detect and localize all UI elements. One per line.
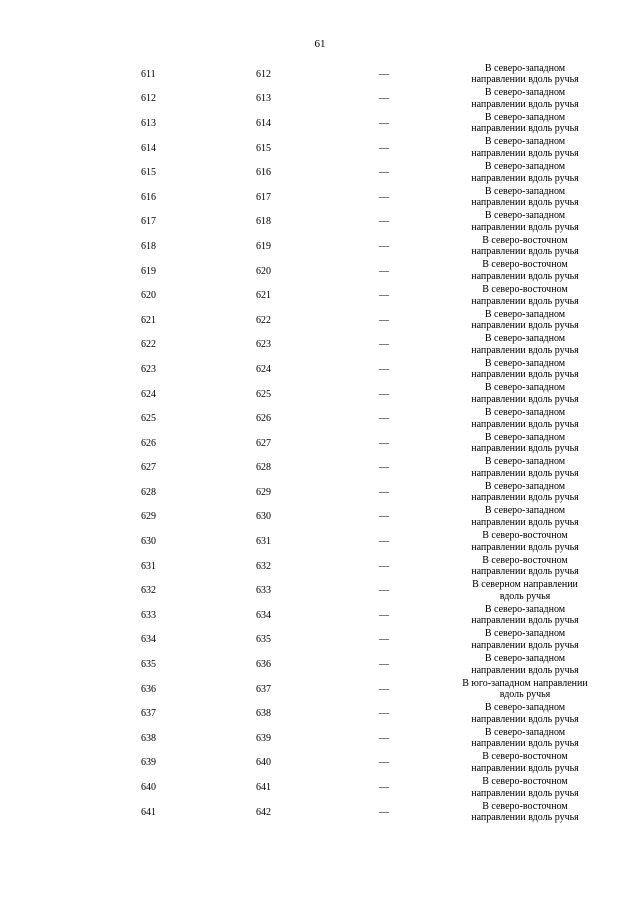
direction-line-2: направлении вдоль ручья xyxy=(471,787,579,799)
direction-description xyxy=(440,333,610,358)
dash-mark: — xyxy=(379,265,389,277)
direction-description xyxy=(440,701,610,726)
point-to: 616 xyxy=(256,167,271,179)
point-to: 639 xyxy=(256,732,271,744)
table-row xyxy=(0,210,640,235)
point-from: 617 xyxy=(141,216,156,228)
direction-line-2: направлении вдоль ручья xyxy=(471,418,579,430)
point-from: 631 xyxy=(141,560,156,572)
dash-mark: — xyxy=(379,511,389,523)
direction-description xyxy=(440,726,610,751)
direction-line-1: В северо-западном xyxy=(484,505,566,517)
point-to: 630 xyxy=(256,511,271,523)
dash-cell xyxy=(374,234,394,259)
table-row xyxy=(0,578,640,603)
direction-description xyxy=(440,234,610,259)
direction-line-2: направлении вдоль ручья xyxy=(471,762,579,774)
point-from: 626 xyxy=(141,437,156,449)
dash-cell xyxy=(374,431,394,456)
table-row xyxy=(0,800,640,825)
dash-cell xyxy=(374,283,394,308)
direction-description xyxy=(440,111,610,136)
point-to: 624 xyxy=(256,363,271,375)
direction-line-1: В северо-западном xyxy=(484,161,566,173)
point-to: 641 xyxy=(256,782,271,794)
dash-cell xyxy=(374,357,394,382)
direction-line-1: В северо-западном xyxy=(484,407,566,419)
dash-mark: — xyxy=(379,363,389,375)
dash-mark: — xyxy=(379,216,389,228)
dash-mark: — xyxy=(379,68,389,80)
point-from: 629 xyxy=(141,511,156,523)
page-number: 61 xyxy=(314,38,326,50)
table-row xyxy=(0,751,640,776)
point-to: 622 xyxy=(256,314,271,326)
table-row xyxy=(0,480,640,505)
direction-line-1: В северо-восточном xyxy=(482,284,568,296)
direction-description xyxy=(440,505,610,530)
point-to: 613 xyxy=(256,93,271,105)
point-from: 621 xyxy=(141,314,156,326)
point-from: 630 xyxy=(141,536,156,548)
direction-description xyxy=(440,357,610,382)
direction-line-2: направлении вдоль ручья xyxy=(471,639,579,651)
direction-line-2: направлении вдоль ручья xyxy=(471,492,579,504)
table-row xyxy=(0,554,640,579)
dash-cell xyxy=(374,726,394,751)
point-from: 634 xyxy=(141,634,156,646)
direction-line-2: направлении вдоль ручья xyxy=(471,197,579,209)
table-row xyxy=(0,701,640,726)
direction-line-2: направлении вдоль ручья xyxy=(471,344,579,356)
point-from: 612 xyxy=(141,93,156,105)
table-row xyxy=(0,652,640,677)
direction-description xyxy=(440,751,610,776)
dash-cell xyxy=(374,628,394,653)
point-to: 625 xyxy=(256,388,271,400)
dash-mark: — xyxy=(379,757,389,769)
dash-cell xyxy=(374,529,394,554)
dash-cell xyxy=(374,111,394,136)
dash-cell xyxy=(374,800,394,825)
table-row xyxy=(0,431,640,456)
point-from: 614 xyxy=(141,142,156,154)
dash-cell xyxy=(374,406,394,431)
direction-line-2: направлении вдоль ручья xyxy=(471,541,579,553)
dash-cell xyxy=(374,701,394,726)
dash-mark: — xyxy=(379,240,389,252)
point-to: 618 xyxy=(256,216,271,228)
direction-line-1: В северо-западном xyxy=(484,480,566,492)
point-from: 641 xyxy=(141,806,156,818)
direction-line-2: направлении вдоль ручья xyxy=(471,615,579,627)
point-to: 621 xyxy=(256,290,271,302)
direction-line-2: направлении вдоль ручья xyxy=(471,271,579,283)
point-from: 620 xyxy=(141,290,156,302)
direction-line-1: В северо-западном xyxy=(484,726,566,738)
dash-cell xyxy=(374,456,394,481)
direction-line-2: направлении вдоль ручья xyxy=(471,148,579,160)
dash-cell xyxy=(374,160,394,185)
point-to: 636 xyxy=(256,659,271,671)
point-to: 640 xyxy=(256,757,271,769)
table-row xyxy=(0,726,640,751)
direction-line-2: направлении вдоль ручья xyxy=(471,443,579,455)
direction-line-2: направлении вдоль ручья xyxy=(471,516,579,528)
direction-description xyxy=(440,406,610,431)
point-from: 628 xyxy=(141,486,156,498)
dash-mark: — xyxy=(379,806,389,818)
point-from: 618 xyxy=(141,240,156,252)
direction-line-2: направлении вдоль ручья xyxy=(471,369,579,381)
dash-mark: — xyxy=(379,388,389,400)
table-row xyxy=(0,382,640,407)
direction-line-1: В северо-западном xyxy=(484,603,566,615)
direction-line-1: В северо-западном xyxy=(484,185,566,197)
point-from: 637 xyxy=(141,708,156,720)
direction-line-2: направлении вдоль ручья xyxy=(471,74,579,86)
direction-line-1: В северо-западном xyxy=(484,628,566,640)
direction-description xyxy=(440,62,610,87)
dash-mark: — xyxy=(379,659,389,671)
point-from: 635 xyxy=(141,659,156,671)
direction-line-1: В северо-западном xyxy=(484,456,566,468)
direction-line-1: В северо-восточном xyxy=(482,259,568,271)
dash-mark: — xyxy=(379,683,389,695)
table-row xyxy=(0,505,640,530)
table-row xyxy=(0,234,640,259)
table-row xyxy=(0,62,640,87)
dash-mark: — xyxy=(379,585,389,597)
direction-description xyxy=(440,456,610,481)
boundary-table xyxy=(0,62,640,824)
direction-line-1: В юго-западном направлении xyxy=(462,677,588,689)
direction-description xyxy=(440,628,610,653)
direction-line-2: направлении вдоль ручья xyxy=(471,246,579,258)
dash-mark: — xyxy=(379,708,389,720)
point-from: 627 xyxy=(141,462,156,474)
direction-line-2: вдоль ручья xyxy=(499,689,551,701)
table-row xyxy=(0,259,640,284)
dash-mark: — xyxy=(379,782,389,794)
dash-cell xyxy=(374,751,394,776)
direction-line-2: направлении вдоль ручья xyxy=(471,467,579,479)
direction-line-2: направлении вдоль ручья xyxy=(471,221,579,233)
direction-description xyxy=(440,160,610,185)
dash-mark: — xyxy=(379,290,389,302)
direction-line-1: В северо-западном xyxy=(484,382,566,394)
point-to: 638 xyxy=(256,708,271,720)
direction-description xyxy=(440,603,610,628)
table-row xyxy=(0,136,640,161)
table-row xyxy=(0,406,640,431)
direction-line-1: В северо-западном xyxy=(484,111,566,123)
direction-description xyxy=(440,185,610,210)
dash-mark: — xyxy=(379,437,389,449)
direction-line-2: направлении вдоль ручья xyxy=(471,738,579,750)
dash-mark: — xyxy=(379,462,389,474)
direction-description xyxy=(440,382,610,407)
direction-line-1: В северо-восточном xyxy=(482,751,568,763)
table-row xyxy=(0,677,640,702)
direction-line-1: В северо-западном xyxy=(484,308,566,320)
direction-line-1: В северо-западном xyxy=(484,210,566,222)
table-row xyxy=(0,333,640,358)
direction-description xyxy=(440,431,610,456)
dash-cell xyxy=(374,382,394,407)
dash-mark: — xyxy=(379,560,389,572)
direction-line-1: В северном направлении xyxy=(472,579,578,591)
point-to: 629 xyxy=(256,486,271,498)
dash-cell xyxy=(374,505,394,530)
table-row xyxy=(0,357,640,382)
direction-description xyxy=(440,775,610,800)
direction-line-1: В северо-восточном xyxy=(482,234,568,246)
table-row xyxy=(0,160,640,185)
table-row xyxy=(0,87,640,112)
direction-description xyxy=(440,677,610,702)
direction-line-1: В северо-западном xyxy=(484,357,566,369)
direction-line-2: вдоль ручья xyxy=(499,590,551,602)
point-from: 613 xyxy=(141,117,156,129)
point-from: 625 xyxy=(141,413,156,425)
table-row xyxy=(0,308,640,333)
direction-line-1: В северо-западном xyxy=(484,136,566,148)
dash-cell xyxy=(374,603,394,628)
dash-cell xyxy=(374,554,394,579)
direction-line-1: В северо-западном xyxy=(484,652,566,664)
point-to: 627 xyxy=(256,437,271,449)
direction-line-1: В северо-восточном xyxy=(482,800,568,812)
dash-mark: — xyxy=(379,609,389,621)
direction-line-2: направлении вдоль ручья xyxy=(471,664,579,676)
dash-cell xyxy=(374,333,394,358)
dash-mark: — xyxy=(379,732,389,744)
direction-line-2: направлении вдоль ручья xyxy=(471,98,579,110)
direction-line-1: В северо-западном xyxy=(484,431,566,443)
point-to: 632 xyxy=(256,560,271,572)
dash-cell xyxy=(374,185,394,210)
point-to: 642 xyxy=(256,806,271,818)
direction-line-2: направлении вдоль ручья xyxy=(471,123,579,135)
point-to: 614 xyxy=(256,117,271,129)
point-to: 623 xyxy=(256,339,271,351)
dash-cell xyxy=(374,62,394,87)
point-from: 639 xyxy=(141,757,156,769)
dash-cell xyxy=(374,87,394,112)
dash-cell xyxy=(374,210,394,235)
dash-cell xyxy=(374,775,394,800)
direction-description xyxy=(440,87,610,112)
table-row xyxy=(0,775,640,800)
direction-description xyxy=(440,210,610,235)
dash-mark: — xyxy=(379,167,389,179)
dash-cell xyxy=(374,136,394,161)
point-from: 636 xyxy=(141,683,156,695)
dash-mark: — xyxy=(379,339,389,351)
direction-line-2: направлении вдоль ручья xyxy=(471,394,579,406)
direction-description xyxy=(440,529,610,554)
point-to: 634 xyxy=(256,609,271,621)
dash-cell xyxy=(374,308,394,333)
direction-line-1: В северо-западном xyxy=(484,702,566,714)
direction-line-1: В северо-восточном xyxy=(482,775,568,787)
direction-line-1: В северо-восточном xyxy=(482,554,568,566)
dash-mark: — xyxy=(379,486,389,498)
direction-line-2: направлении вдоль ручья xyxy=(471,320,579,332)
point-to: 631 xyxy=(256,536,271,548)
direction-description xyxy=(440,136,610,161)
point-from: 632 xyxy=(141,585,156,597)
table-row xyxy=(0,456,640,481)
dash-mark: — xyxy=(379,93,389,105)
point-to: 635 xyxy=(256,634,271,646)
direction-description xyxy=(440,554,610,579)
point-from: 623 xyxy=(141,363,156,375)
dash-mark: — xyxy=(379,314,389,326)
direction-description xyxy=(440,259,610,284)
point-from: 611 xyxy=(141,68,156,80)
dash-mark: — xyxy=(379,191,389,203)
dash-mark: — xyxy=(379,413,389,425)
dash-cell xyxy=(374,578,394,603)
direction-line-2: направлении вдоль ручья xyxy=(471,713,579,725)
point-to: 637 xyxy=(256,683,271,695)
point-from: 624 xyxy=(141,388,156,400)
direction-description xyxy=(440,283,610,308)
point-from: 638 xyxy=(141,732,156,744)
table-row xyxy=(0,185,640,210)
direction-line-1: В северо-восточном xyxy=(482,529,568,541)
point-to: 628 xyxy=(256,462,271,474)
direction-line-1: В северо-западном xyxy=(484,333,566,345)
point-to: 612 xyxy=(256,68,271,80)
point-from: 640 xyxy=(141,782,156,794)
point-from: 622 xyxy=(141,339,156,351)
direction-description xyxy=(440,578,610,603)
table-row xyxy=(0,603,640,628)
direction-description xyxy=(440,308,610,333)
table-row xyxy=(0,283,640,308)
dash-cell xyxy=(374,677,394,702)
point-to: 615 xyxy=(256,142,271,154)
direction-line-2: направлении вдоль ручья xyxy=(471,566,579,578)
table-row xyxy=(0,628,640,653)
dash-mark: — xyxy=(379,536,389,548)
dash-cell xyxy=(374,259,394,284)
direction-line-2: направлении вдоль ручья xyxy=(471,172,579,184)
point-to: 626 xyxy=(256,413,271,425)
point-from: 616 xyxy=(141,191,156,203)
table-row xyxy=(0,529,640,554)
point-to: 620 xyxy=(256,265,271,277)
direction-line-1: В северо-западном xyxy=(484,87,566,99)
dash-cell xyxy=(374,652,394,677)
table-row xyxy=(0,111,640,136)
dash-cell xyxy=(374,480,394,505)
direction-description xyxy=(440,800,610,825)
point-to: 617 xyxy=(256,191,271,203)
point-from: 615 xyxy=(141,167,156,179)
direction-line-2: направлении вдоль ручья xyxy=(471,295,579,307)
point-from: 633 xyxy=(141,609,156,621)
dash-mark: — xyxy=(379,634,389,646)
direction-description xyxy=(440,480,610,505)
point-to: 633 xyxy=(256,585,271,597)
point-to: 619 xyxy=(256,240,271,252)
direction-line-1: В северо-западном xyxy=(484,62,566,74)
point-from: 619 xyxy=(141,265,156,277)
direction-line-2: направлении вдоль ручья xyxy=(471,812,579,824)
dash-mark: — xyxy=(379,142,389,154)
direction-description xyxy=(440,652,610,677)
dash-mark: — xyxy=(379,117,389,129)
